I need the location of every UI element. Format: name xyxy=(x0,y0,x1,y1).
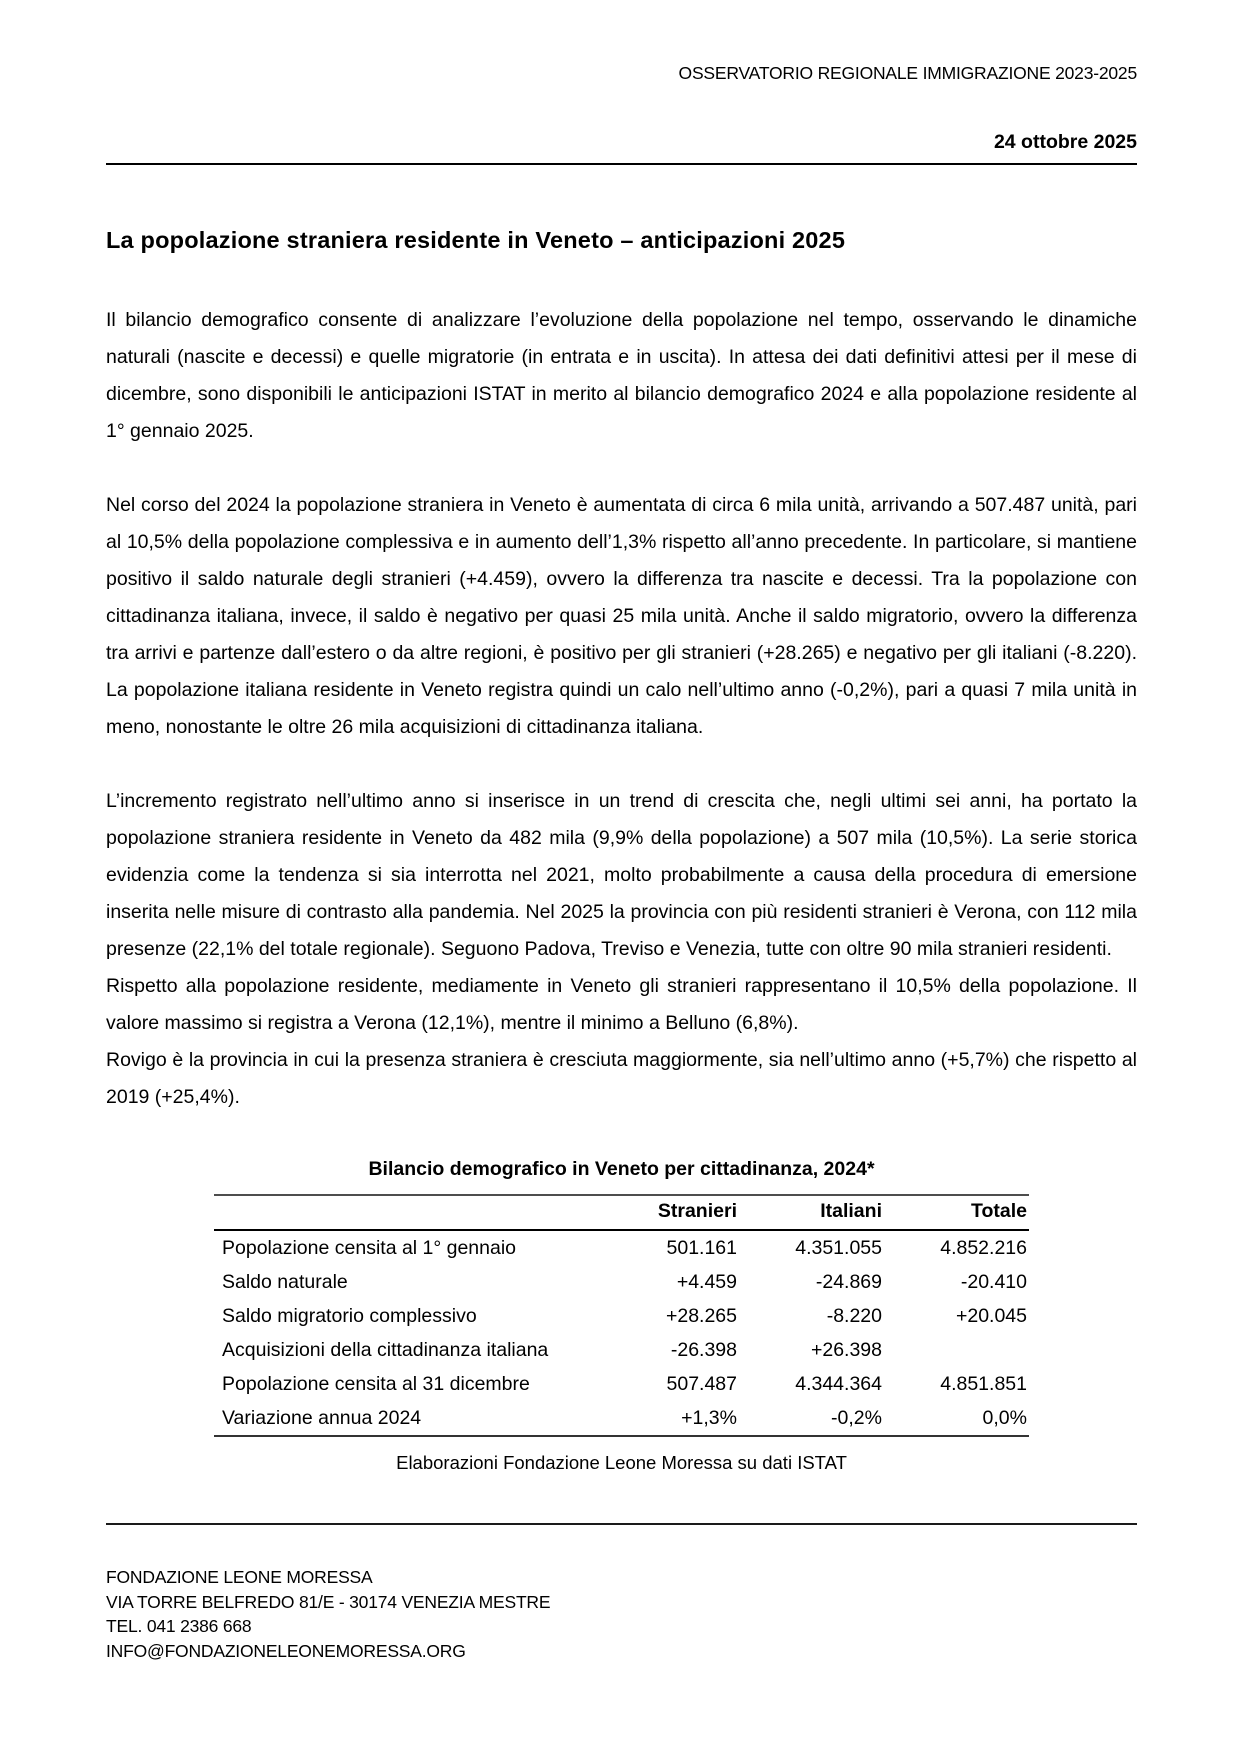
footer-contact-block xyxy=(106,1565,1137,1663)
cell-italiani: 4.344.364 xyxy=(795,1372,882,1395)
cell-italiani: 4.351.055 xyxy=(795,1236,882,1259)
cell-totale xyxy=(884,1333,1029,1367)
cell-totale: 4.852.216 xyxy=(940,1236,1027,1259)
column-header-totale: Totale xyxy=(971,1200,1027,1222)
cell-totale: 4.851.851 xyxy=(940,1372,1027,1395)
cell-italiani: -8.220 xyxy=(826,1304,882,1327)
document-date: 24 ottobre 2025 xyxy=(993,131,1137,153)
table-row xyxy=(214,1401,1029,1436)
cell-totale: 0,0% xyxy=(982,1406,1027,1429)
table-source-caption: Elaborazioni Fondazione Leone Moressa su dati ISTAT xyxy=(396,1452,847,1473)
paragraph-trend: L’incremento registrato nell’ultimo anno si inserisce in un trend di crescita che, negli ultimi sei anni, ha portato la popolazione straniera residente in Veneto da 482 mila (9,9% della popolazione) a 507 mila (10,5%). La serie storica evidenzia come la tendenza si sia interrotta nel 2021, molto probabilmente a causa della procedura di emersione inserita nelle misure di contrasto alla pandemia. Nel 2025 la provincia con più residenti stranieri è Verona, con 112 mila presenze (22,1% del totale regionale). Seguono Padova, Treviso e Venezia, tutte con oltre 90 mila stranieri residenti. xyxy=(106,790,1137,960)
cell-stranieri: +28.265 xyxy=(665,1304,737,1327)
footer-divider xyxy=(106,1523,1137,1525)
column-header-empty xyxy=(214,1195,594,1230)
cell-italiani: -0,2% xyxy=(831,1406,882,1429)
paragraph-rovigo: Rovigo è la provincia in cui la presenza straniera è cresciuta maggiormente, sia nell’ultimo anno (+5,7%) che rispetto al 2019 (+25,4%). xyxy=(106,1049,1137,1108)
demographic-table-block xyxy=(214,1158,1029,1474)
table-header-row xyxy=(214,1195,1029,1230)
paragraph-balance-2024: Nel corso del 2024 la popolazione straniera in Veneto è aumentata di circa 6 mila unità, arrivando a 507.487 unità, pari al 10,5% della popolazione complessiva e in aumento dell’1,3% rispetto all’anno precedente. In particolare, si mantiene positivo il saldo naturale degli stranieri (+4.459), ovvero la differenza tra nascite e decessi. Tra la popolazione con cittadinanza italiana, invece, il saldo è negativo per quasi 25 mila unità. Anche il saldo migratorio, ovvero la differenza tra arrivi e partenze dall’estero o da altre regioni, è positivo per gli stranieri (+28.265) e negativo per gli italiani (-8.220). La popolazione italiana residente in Veneto registra quindi un calo nell’ultimo anno (-0,2%), pari a quasi 7 mila unità in meno, nonostante le oltre 26 mila acquisizioni di cittadinanza italiana. xyxy=(106,494,1137,738)
table-row xyxy=(214,1230,1029,1265)
cell-totale: -20.410 xyxy=(960,1270,1027,1293)
row-label: Acquisizioni della cittadinanza italiana xyxy=(222,1338,549,1361)
demographic-balance-table xyxy=(214,1194,1029,1437)
cell-italiani: +26.398 xyxy=(810,1338,882,1361)
row-label: Saldo naturale xyxy=(222,1270,348,1293)
header-divider xyxy=(106,163,1137,165)
paragraph-share: Rispetto alla popolazione residente, mediamente in Veneto gli stranieri rappresentano il 10,5% della popolazione. Il valore massimo si registra a Verona (12,1%), mentre il minimo a Belluno (6,8%). xyxy=(106,975,1137,1034)
cell-totale: +20.045 xyxy=(955,1304,1027,1327)
cell-stranieri: 501.161 xyxy=(666,1236,737,1259)
page-title: La popolazione straniera residente in Veneto – anticipazioni 2025 xyxy=(106,227,846,253)
footer-org-name: FONDAZIONE LEONE MORESSA xyxy=(106,1567,373,1587)
table-row xyxy=(214,1333,1029,1367)
cell-stranieri: -26.398 xyxy=(670,1338,737,1361)
row-label: Popolazione censita al 1° gennaio xyxy=(222,1236,517,1259)
column-header-italiani: Italiani xyxy=(820,1200,882,1222)
table-row xyxy=(214,1299,1029,1333)
paragraph-intro: Il bilancio demografico consente di analizzare l’evoluzione della popolazione nel tempo, osservando le dinamiche naturali (nascite e decessi) e quelle migratorie (in entrata e in uscita). In attesa dei dati definitivi attesi per il mese di dicembre, sono disponibili le anticipazioni ISTAT in merito al bilancio demografico 2024 e alla popolazione residente al 1° gennaio 2025. xyxy=(106,309,1137,442)
cell-italiani: -24.869 xyxy=(815,1270,882,1293)
table-title: Bilancio demografico in Veneto per cittadinanza, 2024* xyxy=(368,1158,875,1180)
cell-stranieri: 507.487 xyxy=(666,1372,737,1395)
column-header-stranieri: Stranieri xyxy=(657,1200,737,1222)
footer-phone: TEL. 041 2386 668 xyxy=(106,1616,252,1636)
row-label: Popolazione censita al 31 dicembre xyxy=(222,1372,530,1395)
table-row xyxy=(214,1367,1029,1401)
report-kicker: OSSERVATORIO REGIONALE IMMIGRAZIONE 2023-2025 xyxy=(678,63,1137,83)
cell-stranieri: +1,3% xyxy=(681,1406,737,1429)
cell-stranieri: +4.459 xyxy=(676,1270,737,1293)
row-label: Variazione annua 2024 xyxy=(222,1406,422,1429)
footer-address: VIA TORRE BELFREDO 81/E - 30174 VENEZIA MESTRE xyxy=(106,1591,551,1612)
row-label: Saldo migratorio complessivo xyxy=(222,1304,477,1327)
table-row xyxy=(214,1265,1029,1299)
footer-email: INFO@FONDAZIONELEONEMORESSA.ORG xyxy=(106,1640,466,1661)
